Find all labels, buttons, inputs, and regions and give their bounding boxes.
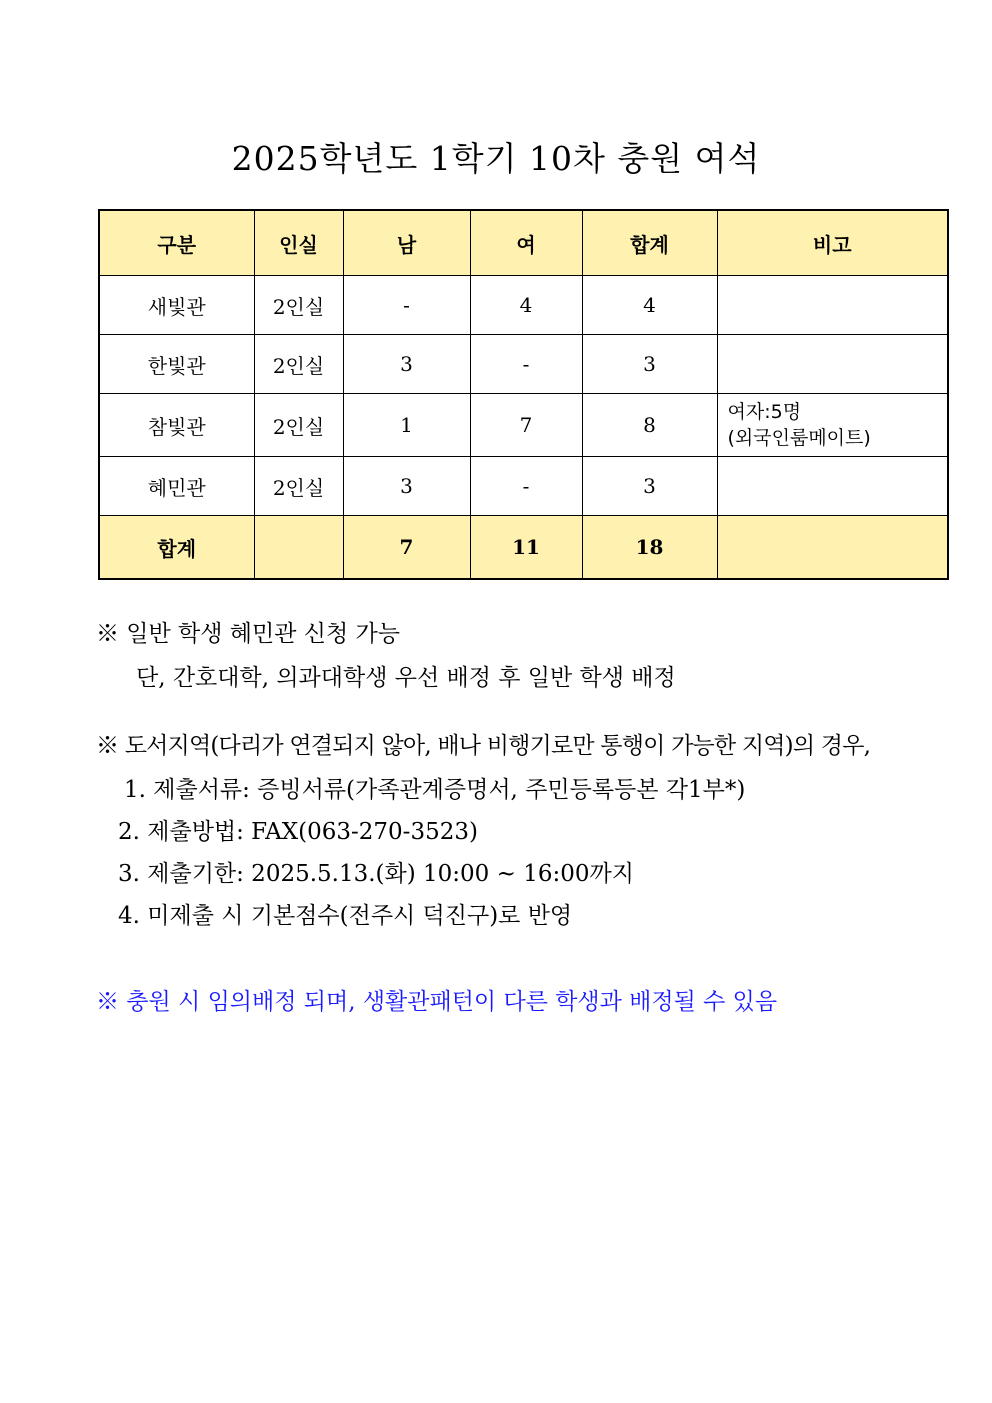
cell-dorm-name: 혜민관 [99,457,254,516]
header-remarks: 비고 [717,210,948,276]
cell-male: 3 [343,457,470,516]
cell-remarks [717,276,948,335]
cell-room-type: 2인실 [254,276,343,335]
header-total: 합계 [582,210,717,276]
total-female: 11 [470,516,582,580]
total-room-type [254,516,343,580]
remark-line-2: (외국인룸메이트) [727,427,871,449]
notice-island-item-1: 1. 제출서류: 증빙서류(가족관계증명서, 주민등록등본 각1부*) [124,777,746,803]
page-title: 2025학년도 1학기 10차 충원 여석 [231,139,761,178]
notice-general-detail: 단, 간호대학, 의과대학생 우선 배정 후 일반 학생 배정 [136,665,676,691]
table-header-row [99,210,948,276]
vacancy-table [98,209,949,580]
cell-male: 1 [343,394,470,457]
cell-remarks [717,394,948,457]
cell-total: 3 [582,335,717,394]
cell-room-type: 2인실 [254,457,343,516]
notice-island-item-2: 2. 제출방법: FAX(063-270-3523) [118,819,478,845]
total-sum: 18 [582,516,717,580]
notice-island-header: ※ 도서지역(다리가 연결되지 않아, 배나 비행기로만 통행이 가능한 지역)의 경우, [96,733,871,759]
cell-dorm-name: 새빛관 [99,276,254,335]
table-row [99,457,948,516]
table-row [99,335,948,394]
cell-dorm-name: 참빛관 [99,394,254,457]
cell-room-type: 2인실 [254,335,343,394]
total-remarks [717,516,948,580]
cell-female: - [470,335,582,394]
cell-remarks [717,457,948,516]
table-row [99,394,948,457]
header-male: 남 [343,210,470,276]
cell-room-type: 2인실 [254,394,343,457]
cell-dorm-name: 한빛관 [99,335,254,394]
header-room-type: 인실 [254,210,343,276]
notice-island-item-4: 4. 미제출 시 기본점수(전주시 덕진구)로 반영 [118,903,573,929]
cell-total: 3 [582,457,717,516]
remark-line-1: 여자:5명 [727,401,802,423]
cell-male: - [343,276,470,335]
cell-male: 3 [343,335,470,394]
cell-total: 4 [582,276,717,335]
cell-total: 8 [582,394,717,457]
header-category: 구분 [99,210,254,276]
cell-female: - [470,457,582,516]
total-label: 합계 [99,516,254,580]
cell-female: 4 [470,276,582,335]
cell-female: 7 [470,394,582,457]
total-male: 7 [343,516,470,580]
cell-remarks [717,335,948,394]
notice-island-item-3: 3. 제출기한: 2025.5.13.(화) 10:00 ~ 16:00까지 [118,861,634,887]
notice-general: ※ 일반 학생 혜민관 신청 가능 [96,621,400,647]
table-total-row [99,516,948,580]
header-female: 여 [470,210,582,276]
table-row [99,276,948,335]
notice-random-assignment: ※ 충원 시 임의배정 되며, 생활관패턴이 다른 학생과 배정될 수 있음 [96,989,778,1015]
